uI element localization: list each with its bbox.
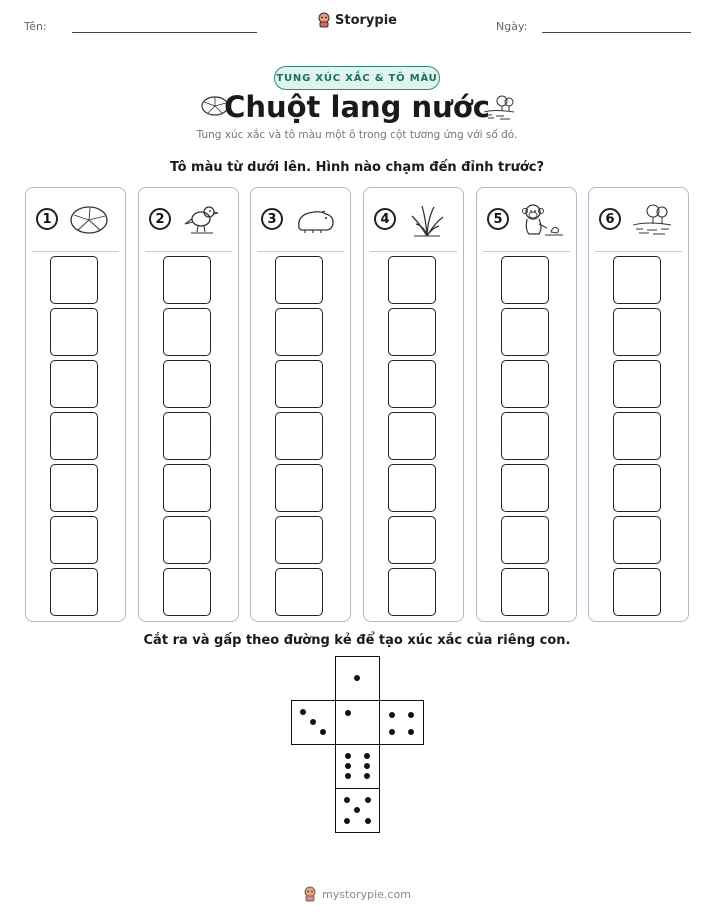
column-divider	[483, 251, 570, 252]
color-cell[interactable]	[388, 516, 436, 564]
lily-pad-icon	[68, 202, 110, 236]
color-cell[interactable]	[50, 360, 98, 408]
column-divider	[257, 251, 344, 252]
dice-pip	[389, 729, 395, 735]
color-cell[interactable]	[163, 360, 211, 408]
color-cell[interactable]	[50, 412, 98, 460]
color-cell[interactable]	[501, 256, 549, 304]
color-cell[interactable]	[275, 360, 323, 408]
color-cell[interactable]	[388, 568, 436, 616]
dice-pip	[300, 709, 306, 715]
dice-face-1	[335, 700, 380, 745]
capybara-icon	[293, 202, 337, 236]
footer-url: mystorypie.com	[322, 887, 411, 901]
cut-instruction: Cắt ra và gấp theo đường kẻ để tạo xúc xắc của riêng con.	[143, 633, 571, 648]
dice-pip	[344, 818, 350, 824]
color-cell[interactable]	[163, 308, 211, 356]
monkey-icon	[519, 202, 565, 240]
column-number: 1	[36, 208, 58, 230]
date-label: Ngày:	[496, 20, 528, 33]
dice-pip	[354, 807, 360, 813]
color-cell[interactable]	[50, 464, 98, 512]
dice-face-4	[379, 700, 424, 745]
color-cell[interactable]	[163, 568, 211, 616]
column-2	[138, 187, 239, 622]
dice-pip	[310, 719, 316, 725]
color-cell[interactable]	[275, 464, 323, 512]
color-cell[interactable]	[50, 516, 98, 564]
brand-logo	[0, 12, 714, 28]
column-divider	[145, 251, 232, 252]
color-cell[interactable]	[613, 256, 661, 304]
dice-pip	[408, 712, 414, 718]
name-label: Tên:	[24, 20, 47, 33]
color-cell[interactable]	[50, 568, 98, 616]
column-1	[25, 187, 126, 622]
color-cell[interactable]	[613, 568, 661, 616]
color-cell[interactable]	[613, 412, 661, 460]
instruction-text: Tô màu từ dưới lên. Hình nào chạm đến đỉnh trước?	[169, 160, 545, 175]
grass-icon	[406, 202, 448, 238]
color-cell[interactable]	[613, 516, 661, 564]
color-cell[interactable]	[163, 256, 211, 304]
color-cell[interactable]	[50, 256, 98, 304]
color-cell[interactable]	[50, 308, 98, 356]
color-cell[interactable]	[275, 412, 323, 460]
column-number: 4	[374, 208, 396, 230]
storypie-mascot-icon	[303, 886, 317, 902]
dice-pip	[389, 712, 395, 718]
column-6	[588, 187, 689, 622]
column-divider	[595, 251, 682, 252]
dice-pip	[345, 710, 351, 716]
storypie-mascot-icon	[317, 12, 331, 28]
column-divider	[32, 251, 119, 252]
dice-pip	[408, 729, 414, 735]
color-cell[interactable]	[501, 516, 549, 564]
column-number: 6	[599, 208, 621, 230]
dice-pip	[320, 729, 326, 735]
color-cell[interactable]	[388, 256, 436, 304]
color-cell[interactable]	[388, 412, 436, 460]
dice-pip	[345, 753, 351, 759]
color-cell[interactable]	[388, 464, 436, 512]
dice-pip	[364, 753, 370, 759]
subtitle: Tung xúc xắc và tô màu một ô trong cột tương ứng với số đó.	[196, 129, 518, 141]
color-cell[interactable]	[275, 308, 323, 356]
dice-face-6	[335, 744, 380, 789]
name-field[interactable]	[72, 32, 257, 33]
color-cell[interactable]	[388, 360, 436, 408]
landscape-icon	[631, 202, 673, 236]
color-cell[interactable]	[388, 308, 436, 356]
color-cell[interactable]	[613, 360, 661, 408]
color-cell[interactable]	[275, 256, 323, 304]
dice-pip	[364, 773, 370, 779]
landscape-icon	[482, 94, 516, 120]
color-cell[interactable]	[275, 516, 323, 564]
column-number: 5	[487, 208, 509, 230]
color-cell[interactable]	[501, 360, 549, 408]
color-cell[interactable]	[163, 516, 211, 564]
color-cell[interactable]	[501, 464, 549, 512]
bird-icon	[181, 202, 223, 236]
column-4	[363, 187, 464, 622]
color-cell[interactable]	[613, 464, 661, 512]
color-cell[interactable]	[163, 412, 211, 460]
color-cell[interactable]	[501, 308, 549, 356]
column-5	[476, 187, 577, 622]
dice-pip	[365, 818, 371, 824]
dice-pip	[344, 797, 350, 803]
dice-face-1	[335, 656, 380, 701]
column-number: 2	[149, 208, 171, 230]
dice-pip	[354, 675, 360, 681]
dice-pip	[365, 797, 371, 803]
dice-face-5	[335, 788, 380, 833]
page-title: Chuột lang nước	[224, 90, 490, 124]
color-cell[interactable]	[613, 308, 661, 356]
dice-pip	[345, 773, 351, 779]
activity-badge: TUNG XÚC XẮC & TÔ MÀU	[274, 66, 440, 90]
dice-pip	[345, 763, 351, 769]
column-3	[250, 187, 351, 622]
dice-pip	[364, 763, 370, 769]
color-cell[interactable]	[501, 568, 549, 616]
date-field[interactable]	[542, 32, 691, 33]
color-cell[interactable]	[501, 412, 549, 460]
dice-face-3	[291, 700, 336, 745]
color-cell[interactable]	[275, 568, 323, 616]
color-cell[interactable]	[163, 464, 211, 512]
column-divider	[370, 251, 457, 252]
column-number: 3	[261, 208, 283, 230]
brand-name: Storypie	[335, 12, 397, 28]
footer	[0, 886, 714, 902]
